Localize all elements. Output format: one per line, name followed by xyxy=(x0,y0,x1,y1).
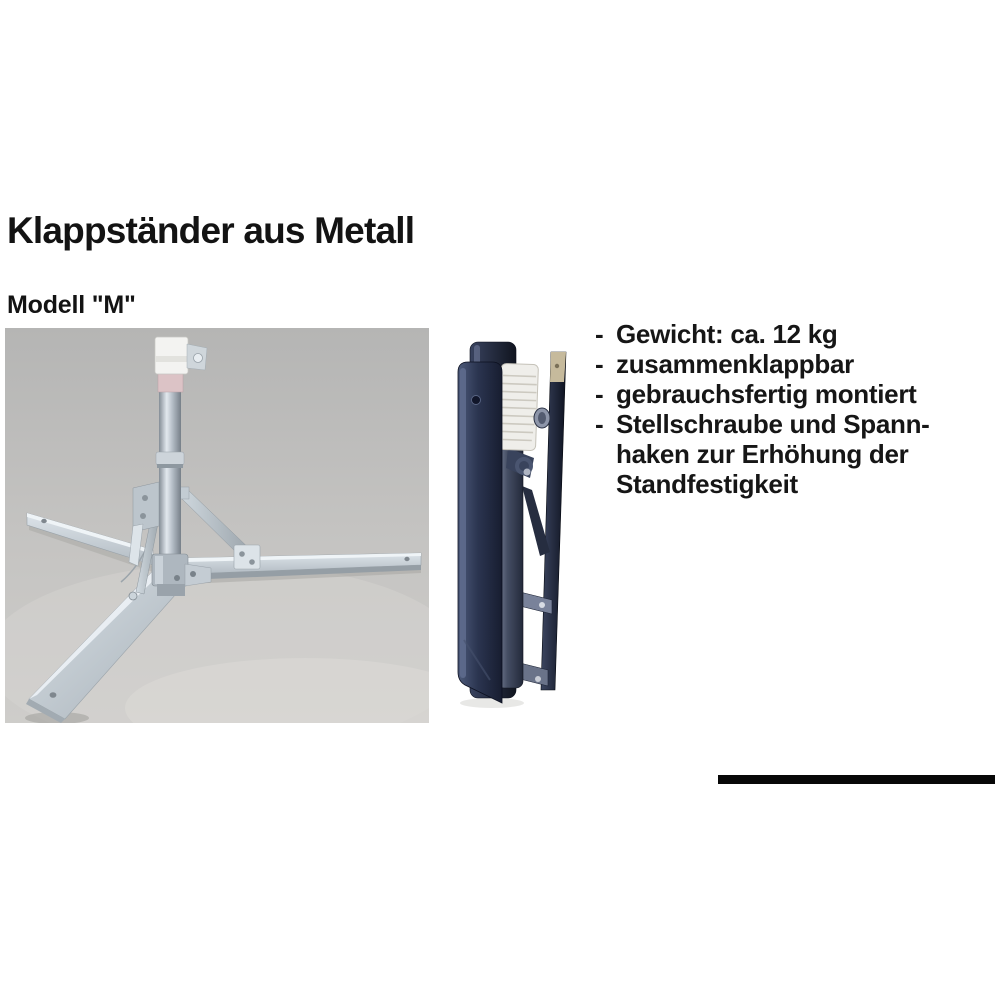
bullet-dash: - xyxy=(595,379,604,409)
stand-folded-graphic xyxy=(450,340,595,712)
feature-item xyxy=(595,409,1000,439)
bottom-divider-bar xyxy=(718,775,995,784)
knob xyxy=(534,408,550,428)
stand-assembled-graphic xyxy=(5,328,429,723)
feature-item xyxy=(595,379,1000,409)
feature-item xyxy=(595,349,1000,379)
product-photo-folded xyxy=(450,340,595,712)
feature-text: haken zur Erhöhung der xyxy=(616,439,909,469)
feature-item xyxy=(595,319,1000,349)
feature-text: Gewicht: ca. 12 kg xyxy=(616,319,838,349)
wrap-band xyxy=(498,363,538,450)
page-title: Klappständer aus Metall xyxy=(7,210,415,251)
feature-list xyxy=(595,319,1000,499)
product-photo-assembled xyxy=(5,328,429,723)
bullet-dash xyxy=(595,469,616,499)
feature-text: gebrauchsfertig montiert xyxy=(616,379,917,409)
bullet-dash: - xyxy=(595,409,604,439)
feature-text: Standfestigkeit xyxy=(616,469,798,499)
feature-item-continuation xyxy=(595,469,1000,499)
model-subtitle: Modell "M" xyxy=(7,291,136,319)
folded-front-bar xyxy=(458,362,502,703)
bullet-dash xyxy=(595,439,616,469)
feature-text: zusammenklappbar xyxy=(616,349,854,379)
bullet-dash: - xyxy=(595,349,604,379)
folded-right-bar xyxy=(541,352,566,690)
bullet-dash: - xyxy=(595,319,604,349)
feature-item-continuation xyxy=(595,439,1000,469)
feature-text: Stellschraube und Spann- xyxy=(616,409,930,439)
